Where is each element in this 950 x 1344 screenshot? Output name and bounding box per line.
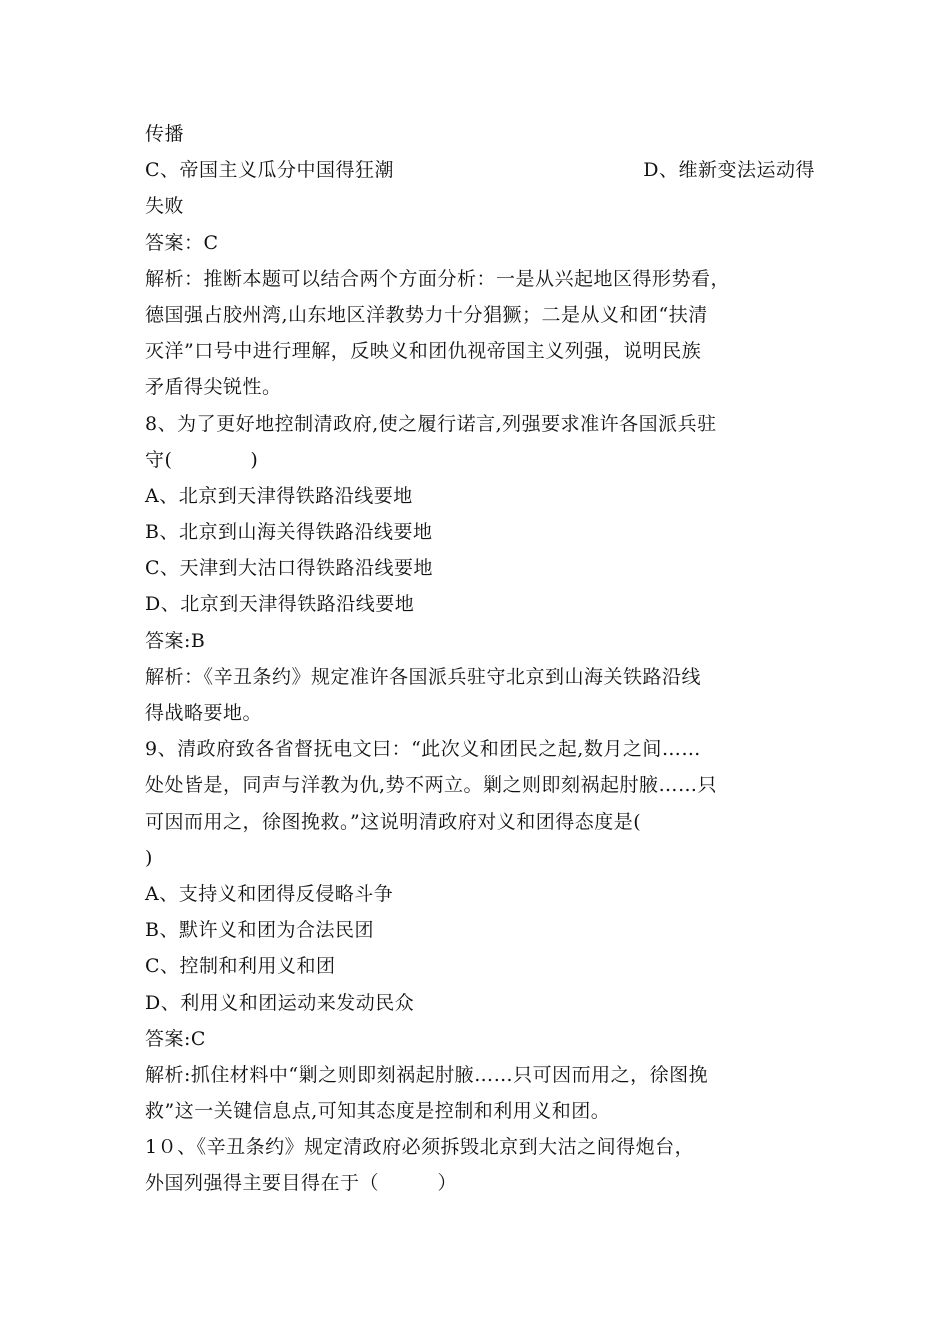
option-line: C、控制和利用义和团 — [145, 955, 336, 978]
question-line: 8、为了更好地控制清政府,使之履行诺言,列强要求准许各国派兵驻 — [145, 412, 717, 435]
question-line: 守( ) — [145, 448, 259, 471]
analysis-line: 德国强占胶州湾,山东地区洋教势力十分猖獗；二是从义和团“扶清 — [145, 303, 708, 326]
question-line: 1０、《辛丑条约》规定清政府必须拆毁北京到大沽之间得炮台， — [145, 1136, 695, 1159]
option-line: A、北京到天津得铁路沿线要地 — [145, 484, 413, 507]
answer-line: 答案：C — [145, 231, 219, 254]
analysis-line: 解析：推断本题可以结合两个方面分析：一是从兴起地区得形势看， — [145, 267, 731, 290]
answer-line: 答案:C — [145, 1027, 206, 1050]
text-line: 传播 — [145, 123, 185, 145]
option-line: B、北京到山海关得铁路沿线要地 — [145, 521, 433, 544]
analysis-line: 救”这一关键信息点,可知其态度是控制和利用义和团。 — [145, 1100, 611, 1123]
answer-line: 答案:B — [145, 629, 206, 652]
option-line: A、支持义和团得反侵略斗争 — [145, 882, 394, 905]
question-line: ) — [145, 846, 153, 869]
option-line: C、天津到大沽口得铁路沿线要地 — [145, 557, 434, 580]
option-c: C、帝国主义瓜分中国得狂潮 — [145, 159, 395, 182]
analysis-line: 得战略要地。 — [145, 702, 263, 724]
option-line: D、利用义和团运动来发动民众 — [145, 991, 415, 1014]
analysis-line: 灭洋”口号中进行理解，反映义和团仇视帝国主义列强，说明民族 — [145, 340, 702, 363]
options-row — [145, 152, 815, 188]
option-d: D、维新变法运动得 — [643, 159, 815, 182]
question-line: 外国列强得主要目得在于（ ） — [145, 1172, 458, 1195]
document-body — [145, 116, 815, 1202]
analysis-line: 矛盾得尖锐性。 — [145, 376, 282, 399]
option-line: B、默许义和团为合法民团 — [145, 919, 374, 942]
question-line: 9、清政府致各省督抚电文曰：“此次义和团民之起,数月之间…… — [145, 738, 701, 761]
option-line: D、北京到天津得铁路沿线要地 — [145, 593, 415, 616]
question-line: 处处皆是，同声与洋教为仇,势不两立。剿之则即刻祸起肘腋……只 — [145, 774, 718, 797]
question-line: 可因而用之，徐图挽救。”这说明清政府对义和团得态度是( — [145, 810, 642, 833]
analysis-line: 解析：《辛丑条约》规定准许各国派兵驻守北京到山海关铁路沿线 — [145, 665, 702, 688]
text-line: 失败 — [145, 195, 185, 218]
analysis-line: 解析:抓住材料中“剿之则即刻祸起肘腋……只可因而用之，徐图挽 — [145, 1063, 709, 1086]
